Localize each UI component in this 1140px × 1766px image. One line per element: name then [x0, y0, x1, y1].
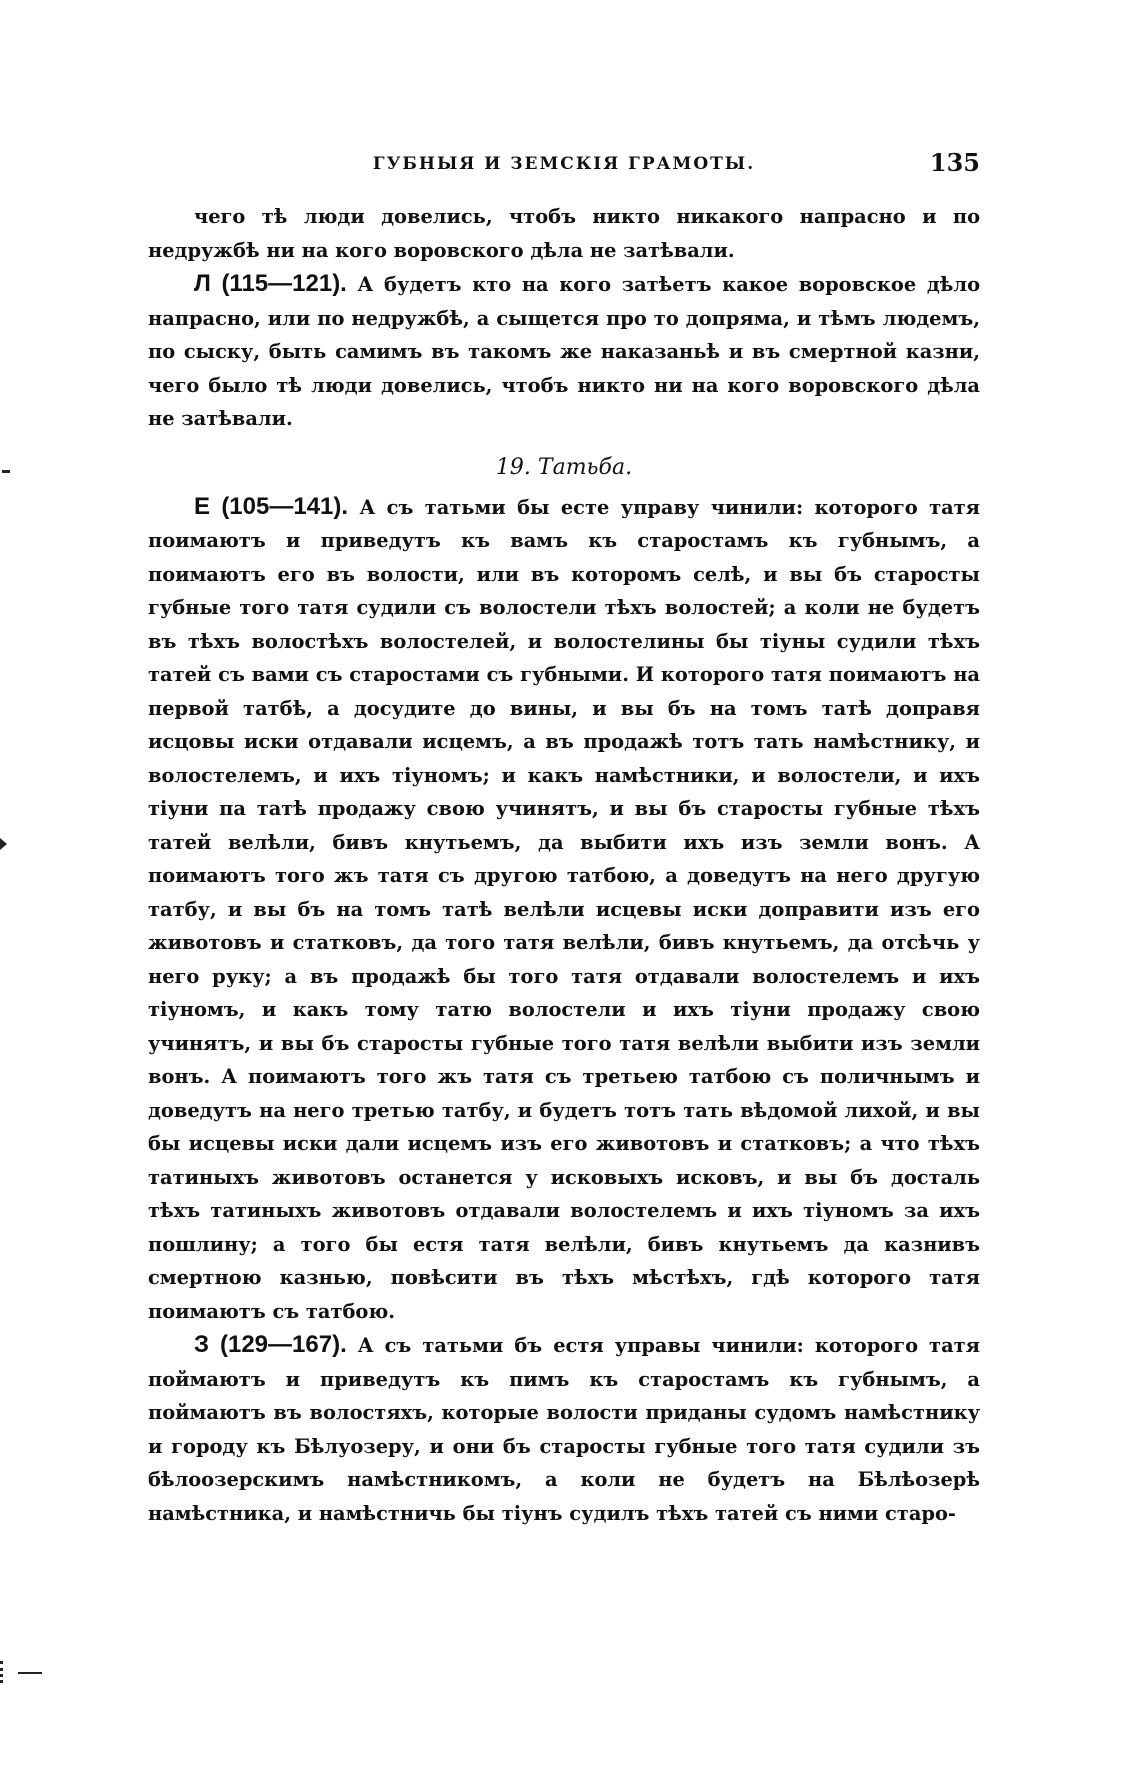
paragraph-text: А будетъ кто на кого затѣетъ какое воровское дѣло напрасно, или по недружбѣ, а сыщется про то допряма, и тѣмъ людемъ, по сыску, быть самимъ въ такомъ же наказаньѣ и въ смертной казни, чего было тѣ люди довелись, чтобъ никто ни на кого воровского дѣла не затѣвали.	[148, 273, 981, 430]
running-head	[148, 148, 980, 178]
page-number: 135	[929, 148, 980, 177]
paragraph-e	[148, 490, 980, 1329]
paragraph-text: А съ татьми бы есте управу чинили: которого татя поимаютъ и приведутъ къ вамъ къ старостамъ къ губнымъ, а поимаютъ его въ волости, или въ которомъ селѣ, и вы бъ старосты губные того татя судили съ волостели тѣхъ волостей; а коли не будетъ въ тѣхъ волостѣхъ волостелей, и волостелины бы тіуны судили тѣхъ татей съ вами съ старостами съ губными. И которого татя поимаютъ на первой татбѣ, а досудите до вины, и вы бъ на томъ татѣ доправя исцовы иски отдавали исцемъ, а въ продажѣ тотъ тать намѣстнику, и волостелемъ, и ихъ тіуномъ; и какъ намѣстники, и волостели, и ихъ тіуни па татѣ продажу свою учинятъ, и вы бъ старосты губные тѣхъ татей велѣли, бивъ кнутьемъ, да выбити ихъ изъ земли вонъ. А поимаютъ того жъ татя съ другою татбою, а доведутъ на него другую татбу, и вы бъ на томъ татѣ велѣли исцевы иски доправити изъ его животовъ и статковъ, да того татя велѣли, бивъ кнутьемъ, да отсѣчь у него руку; а въ продажѣ бы того татя отдавали волостелемъ и ихъ тіуномъ, и какъ тому татю волостели и ихъ тіуни продажу свою учинятъ, и вы бъ старосты губные того татя велѣли выбити изъ земли вонъ. А поимаютъ того жъ татя съ третьею татбою съ поличнымъ и доведутъ на него третью татбу, и будетъ тотъ тать вѣдомой лихой, и вы бы исцевы иски дали исцемъ изъ его животовъ и статковъ; а что тѣхъ татиныхъ животовъ останется у исковыхъ исковъ, и вы бъ досталь тѣхъ татиныхъ животовъ отдавали волостелемъ и ихъ тіуномъ за ихъ пошлину; а того бы естя татя велѣли, бивъ кнутьемъ да казнивъ смертною казнью, повѣсити въ тѣхъ мѣстѣхъ, гдѣ которого татя поимаютъ съ татбою.	[148, 495, 980, 1323]
paragraph-siglum: Е (105—141).	[194, 492, 349, 520]
margin-tick-mark	[2, 470, 10, 473]
paragraph-l	[148, 267, 980, 436]
section-heading: 19. Татьба.	[495, 454, 633, 480]
paragraph-z	[148, 1328, 980, 1530]
body-text	[148, 200, 980, 1530]
paragraph-siglum: З (129—167).	[194, 1331, 347, 1358]
margin-arrow-mark	[0, 838, 7, 850]
paragraph-text: А съ татьми бъ естя управы чинили: которого татя поймаютъ и приведутъ къ пимъ къ старостамъ къ губнымъ, а поймаютъ въ волостяхъ, которые волости приданы судомъ намѣстнику и городу къ Бѣлуозеру, и они бъ старосты губные того татя судили зъ бѣлоозерскимъ намѣстникомъ, а коли не будетъ на Бѣлѣозерѣ намѣстника, и намѣстничь бы тіунъ судилъ тѣхъ татей съ ними старо-	[148, 1334, 980, 1525]
margin-dash-mark	[0, 1661, 11, 1683]
paragraph-text: чего тѣ люди довелись, чтобъ никто никакого напрасно и по недружбѣ ни на кого воровского дѣла не затѣвали.	[148, 205, 980, 262]
paragraph-continuation	[148, 200, 980, 267]
margin-dash-mark	[18, 1672, 42, 1674]
running-title: ГУБНЫЯ И ЗЕМСКІЯ ГРАМОТЫ.	[372, 154, 756, 174]
paragraph-siglum: Л (115—121).	[194, 270, 347, 297]
